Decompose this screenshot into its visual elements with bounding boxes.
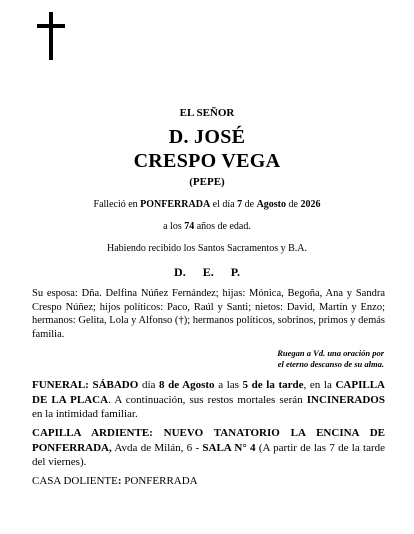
deceased-name-first: D. JOSÉ: [168, 126, 246, 148]
deceased-nickname: (PEPE): [189, 176, 225, 188]
honorific-title: EL SEÑOR: [179, 107, 235, 119]
funeral-paragraph: FUNERAL: SÁBADO día 8 de Agosto a las 5 de la tarde, en la CAPILLA DE LA PLACA. A continuación, sus restos mortales serán INCINERADOS en la intimidad familiar.: [32, 379, 385, 420]
age-line: a los 74 años de edad.: [163, 221, 251, 232]
prayer-request: Ruegan a Vd. una oración por el eterno descanso de su alma.: [277, 348, 384, 369]
rip-abbreviation: D. E. P.: [174, 265, 240, 279]
house-line: CASA DOLIENTE: PONFERRADA: [32, 475, 198, 487]
family-paragraph: Su esposa: Dña. Delfina Núñez Fernández; hijas: Mónica, Begoña, Ana y Sandra Crespo Núñez; hijos políticos: Paco, Raúl y Santi; nietos: David, Martín y Enzo; hermanos: Gelita, Lola y Alfonso (†); hermanos políticos, sobrinos, primos y demás familia.: [32, 288, 385, 340]
death-notice-line: Falleció en PONFERRADA el día 7 de Agosto de 2026: [93, 199, 321, 210]
cross-icon: [37, 12, 65, 60]
sacraments-line: Habiendo recibido los Santos Sacramentos y B.A.: [107, 243, 307, 254]
chapel-paragraph: CAPILLA ARDIENTE: NUEVO TANATORIO LA ENCINA DE PONFERRADA, Avda de Milán, 6 - SALA N° 4 (A partir de las 7 de la tarde del viernes).: [32, 427, 386, 468]
deceased-name-surnames: CRESPO VEGA: [133, 150, 281, 172]
